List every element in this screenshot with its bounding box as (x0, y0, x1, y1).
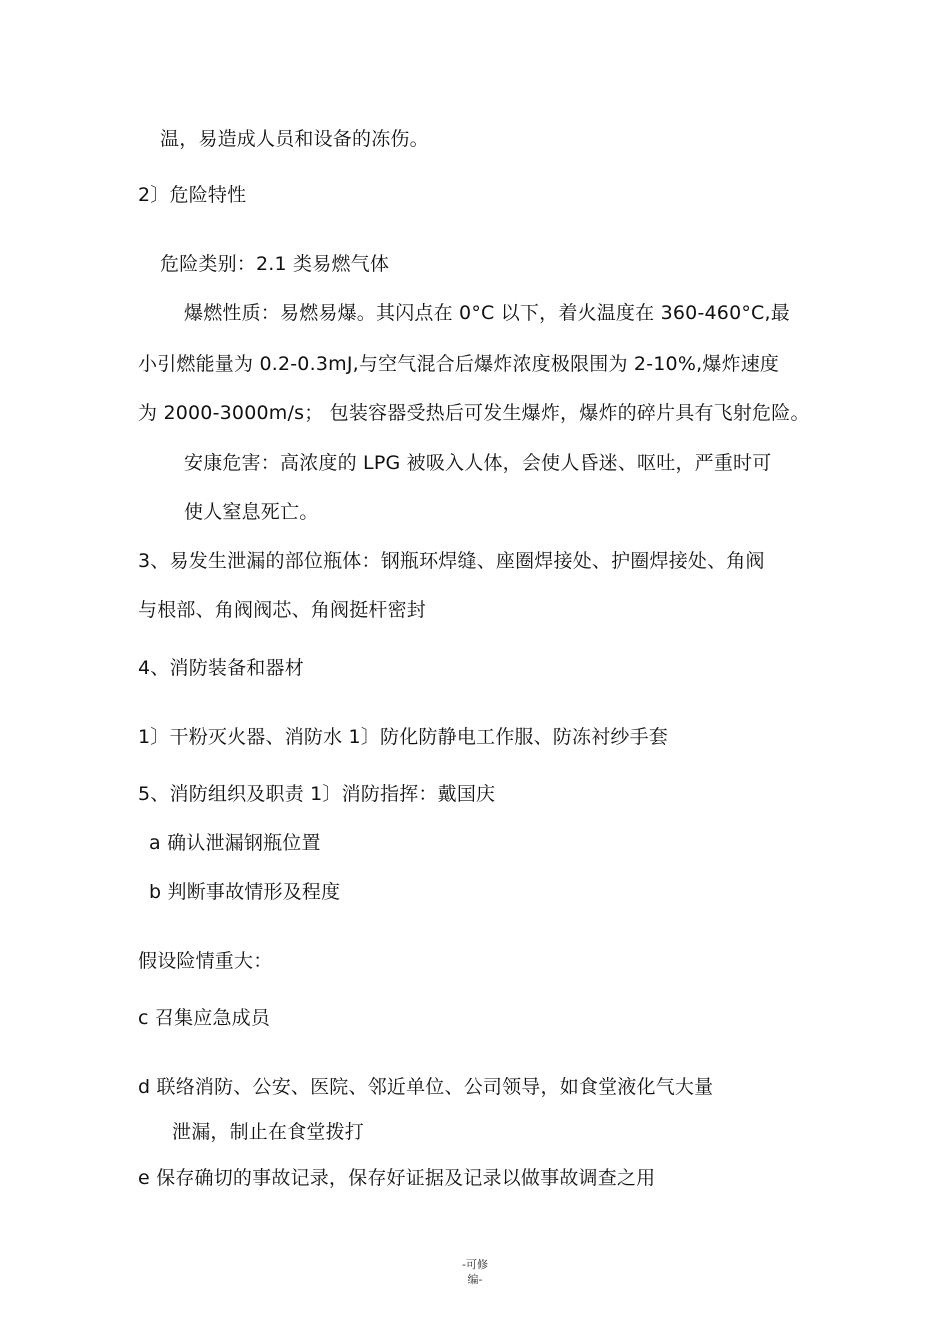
text-line-hazard-category: 危险类别：2.1 类易燃气体 (160, 253, 390, 275)
text-line-health-hazard-cont: 使人窒息死亡。 (184, 501, 319, 523)
text-line-1: 温，易造成人员和设备的冻伤。 (160, 128, 429, 150)
list-item-d: d 联络消防、公安、医院、邻近单位、公司领导，如食堂液化气大量 (138, 1076, 714, 1098)
list-item-d-cont: 泄漏，制止在食堂拨打 (172, 1121, 365, 1143)
section-heading-hazard-characteristics: 2〕危险特性 (138, 184, 247, 206)
list-item-a: a 确认泄漏钢瓶位置 (149, 832, 321, 854)
text-line-explosive-properties: 爆燃性质：易燃易爆。其闪点在 0°C 以下，着火温度在 360-460°C,最 (184, 302, 790, 324)
list-item-c: c 召集应急成员 (138, 1007, 271, 1029)
text-line-ignition-energy: 小引燃能量为 0.2-0.3mJ,与空气混合后爆炸浓度极限围为 2-10%,爆炸速度 (138, 353, 780, 375)
section-heading-fire-organization: 5、消防组织及职责 1〕消防指挥：戴国庆 (138, 783, 496, 805)
footer-line-1: -可修 (462, 1258, 488, 1271)
section-heading-leak-locations: 3、易发生泄漏的部位瓶体：钢瓶环焊缝、座圈焊接处、护圈焊接处、角阀 (138, 550, 765, 572)
list-item-e: e 保存确切的事故记录，保存好证据及记录以做事故调查之用 (138, 1167, 656, 1189)
text-line-major-emergency: 假设险情重大： (138, 950, 273, 972)
text-line-fire-equipment-list: 1〕干粉灭火器、消防水 1〕防化防静电工作服、防冻衬纱手套 (138, 726, 669, 748)
page-footer (0, 1257, 950, 1287)
footer-line-2: 编- (467, 1273, 483, 1286)
text-line-health-hazard: 安康危害：高浓度的 LPG 被吸入人体，会使人昏迷、呕吐，严重时可 (184, 452, 772, 474)
list-item-b: b 判断事故情形及程度 (149, 881, 341, 903)
text-line-leak-locations-cont: 与根部、角阀阀芯、角阀挺杆密封 (138, 599, 427, 621)
section-heading-fire-equipment: 4、消防装备和器材 (138, 657, 304, 679)
text-line-explosion-speed: 为 2000-3000m/s； 包装容器受热后可发生爆炸，爆炸的碎片具有飞射危险。 (138, 402, 810, 424)
